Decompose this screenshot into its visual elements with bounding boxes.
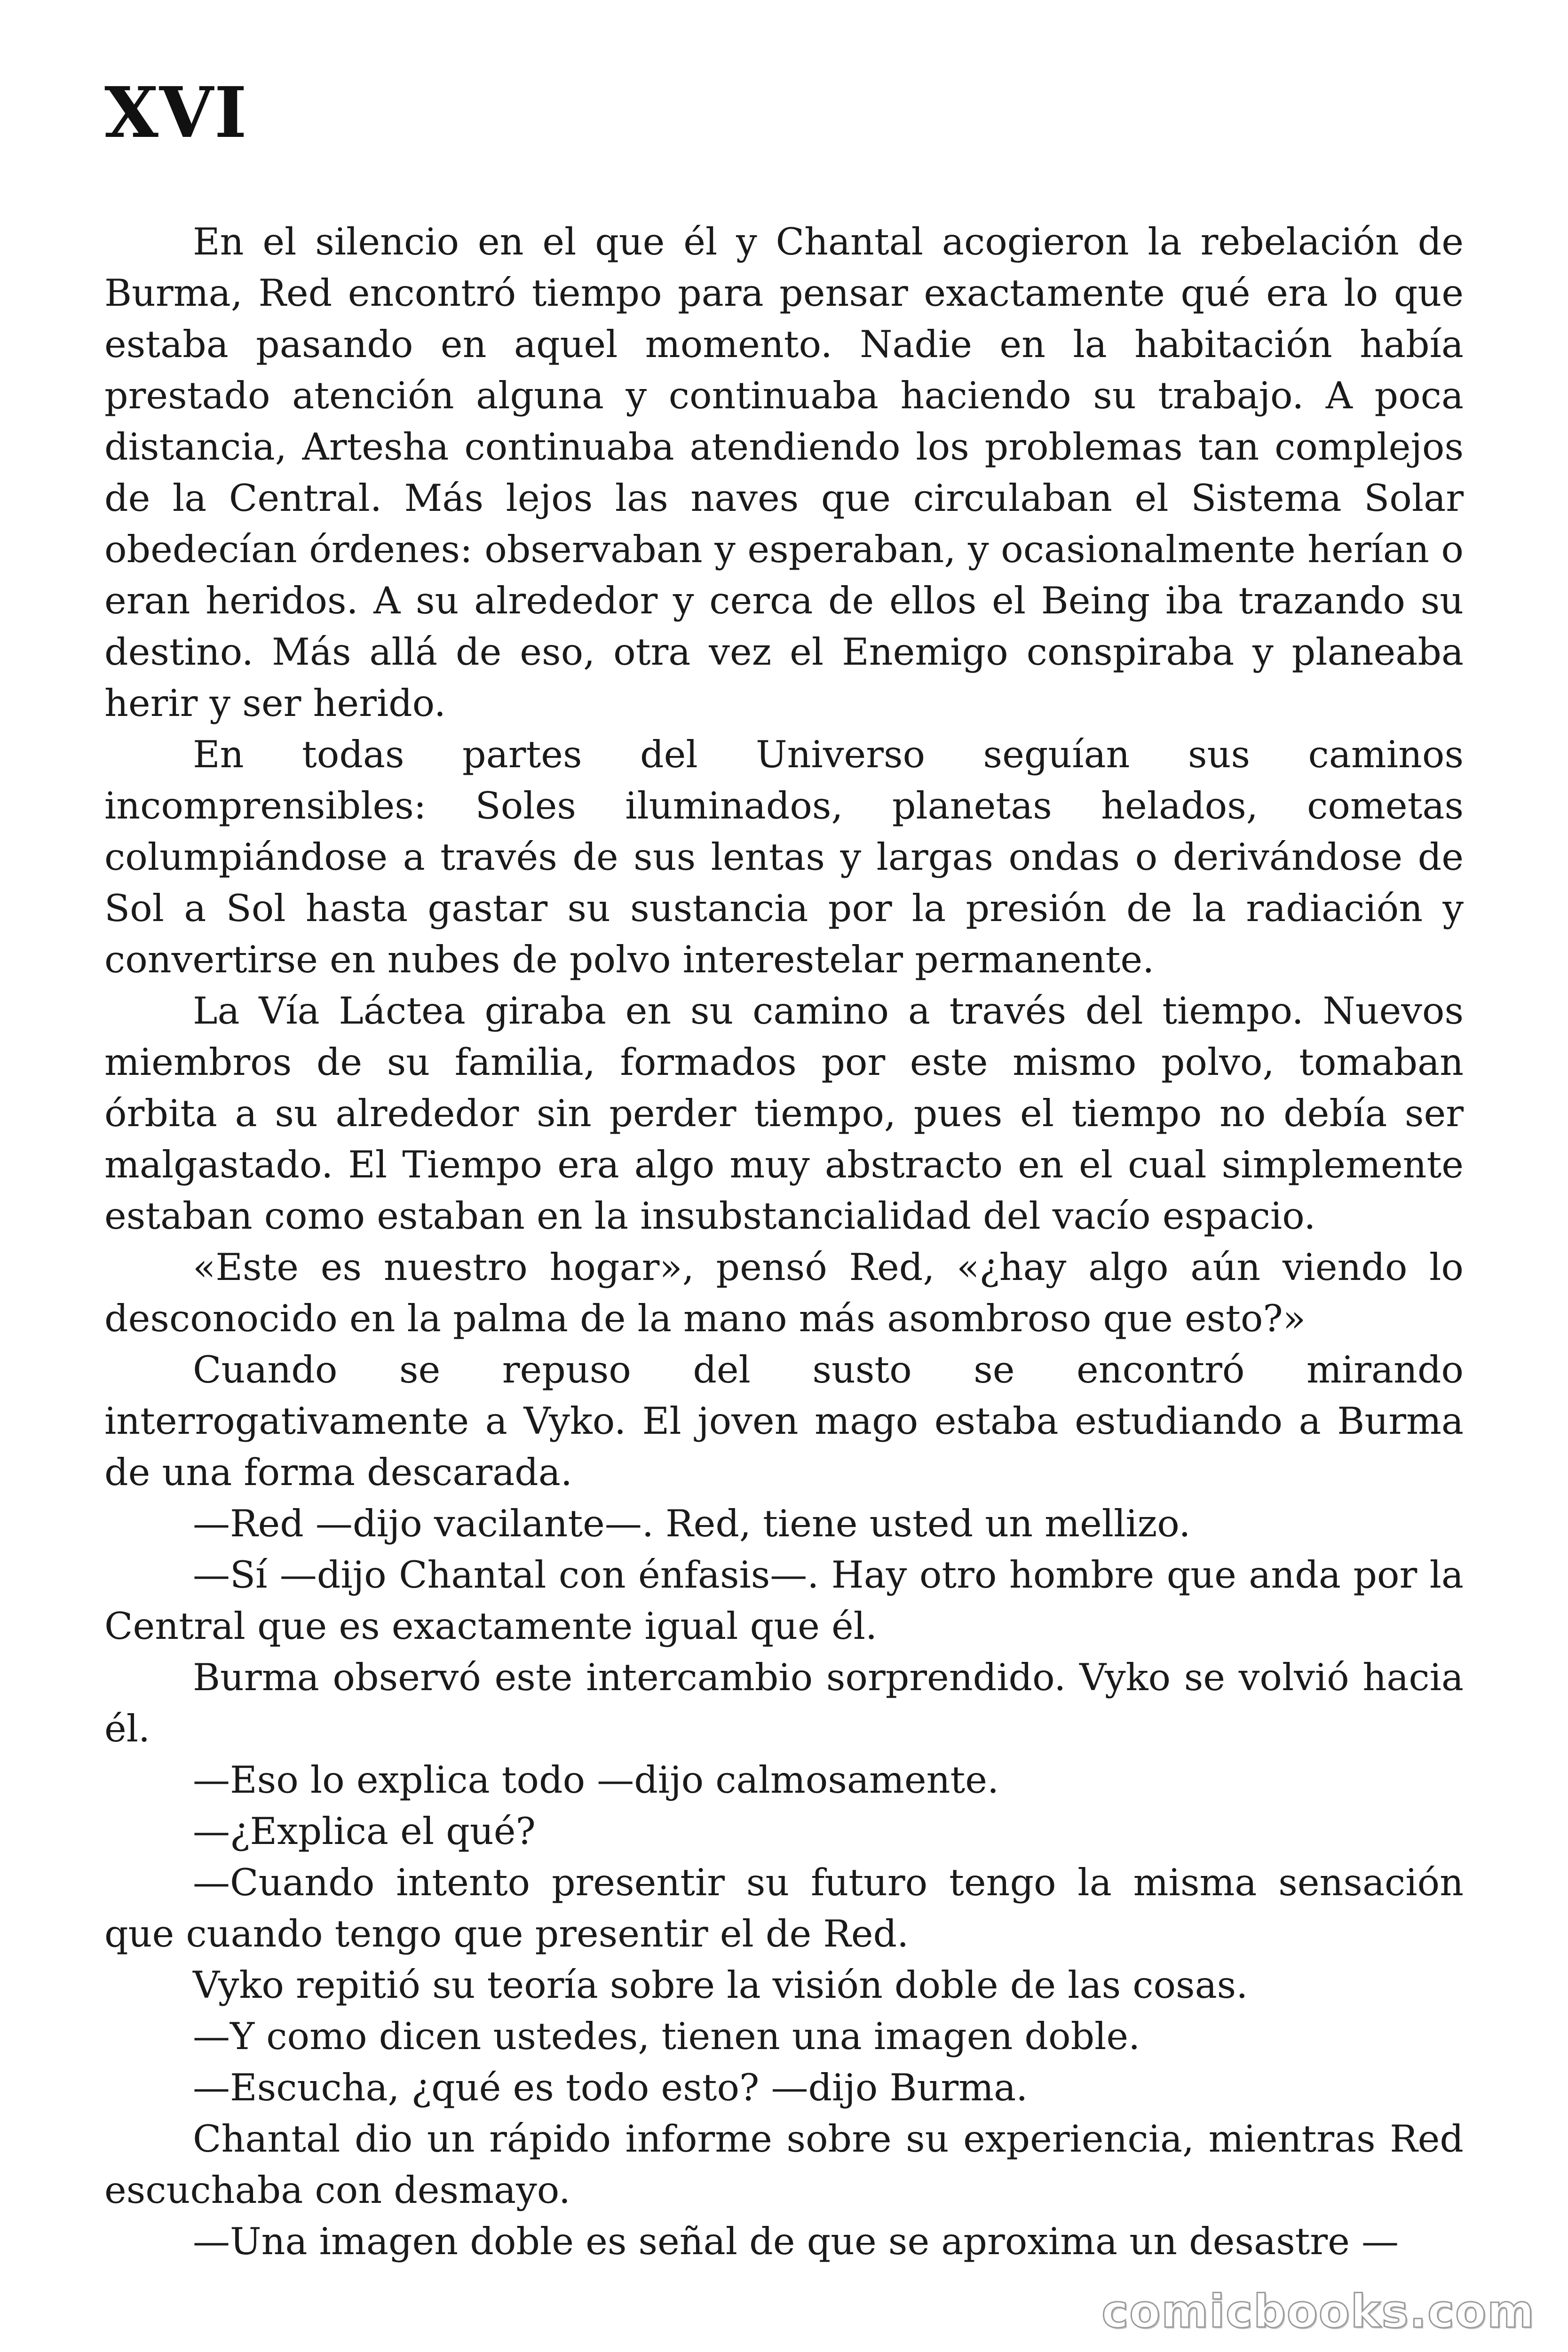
paragraph: —Y como dicen ustedes, tienen una imagen doble.	[193, 2015, 1140, 2058]
paragraph: Vyko repitió su teoría sobre la visión doble de las cosas.	[193, 1963, 1248, 2007]
paragraph: —Sí —dijo Chantal con énfasis—. Hay otro hombre que anda por la Central que es exactamente igual que él.	[104, 1553, 1464, 1648]
paragraph: —Escucha, ¿qué es todo esto? —dijo Burma.	[193, 2066, 1028, 2109]
paragraph: La Vía Láctea giraba en su camino a través del tiempo. Nuevos miembros de su familia, formados por este mismo polvo, tomaban órbita a su alrededor sin perder tiempo, pues el tiempo no debía ser malgastado. El Tiempo era algo muy abstracto en el cual simplemente estaban como estaban en la insubstancialidad del vacío espacio.	[104, 989, 1464, 1238]
chapter-title: XVI	[104, 72, 248, 153]
watermark: comicbooks.com	[1101, 2285, 1535, 2338]
paragraph: —Cuando intento presentir su futuro tengo la misma sensación que cuando tengo que presentir el de Red.	[104, 1861, 1464, 1955]
paragraph: En el silencio en el que él y Chantal acogieron la rebelación de Burma, Red encontró tiempo para pensar exactamente qué era lo que estaba pasando en aquel momento. Nadie en la habitación había prestado atención alguna y continuaba haciendo su trabajo. A poca distancia, Artesha continuaba atendiendo los problemas tan complejos de la Central. Más lejos las naves que circulaban el Sistema Solar obedecían órdenes: observaban y esperaban, y ocasionalmente herían o eran heridos. A su alrededor y cerca de ellos el Being iba trazando su destino. Más allá de eso, otra vez el Enemigo conspiraba y planeaba herir y ser herido.	[104, 220, 1464, 725]
paragraph: —Una imagen doble es señal de que se aproxima un desastre —	[193, 2220, 1399, 2263]
paragraph: En todas partes del Universo seguían sus caminos incomprensibles: Soles iluminados, planetas helados, cometas columpiándose a través de sus lentas y largas ondas o derivándose de Sol a Sol hasta gastar su sustancia por la presión de la radiación y convertirse en nubes de polvo interestelar permanente.	[104, 733, 1464, 981]
paragraph: Cuando se repuso del susto se encontró mirando interrogativamente a Vyko. El joven mago estaba estudiando a Burma de una forma descarada.	[104, 1348, 1464, 1494]
paragraph: Chantal dio un rápido informe sobre su experiencia, mientras Red escuchaba con desmayo.	[104, 2117, 1464, 2212]
paragraph: —¿Explica el qué?	[193, 1810, 536, 1853]
chapter-body	[104, 216, 1464, 2267]
paragraph: Burma observó este intercambio sorprendido. Vyko se volvió hacia él.	[104, 1656, 1464, 1750]
paragraph: —Red —dijo vacilante—. Red, tiene usted un mellizo.	[193, 1502, 1191, 1545]
paragraph: «Este es nuestro hogar», pensó Red, «¿hay algo aún viendo lo desconocido en la palma de la mano más asombroso que esto?»	[104, 1246, 1464, 1340]
paragraph: —Eso lo explica todo —dijo calmosamente.	[193, 1758, 999, 1802]
